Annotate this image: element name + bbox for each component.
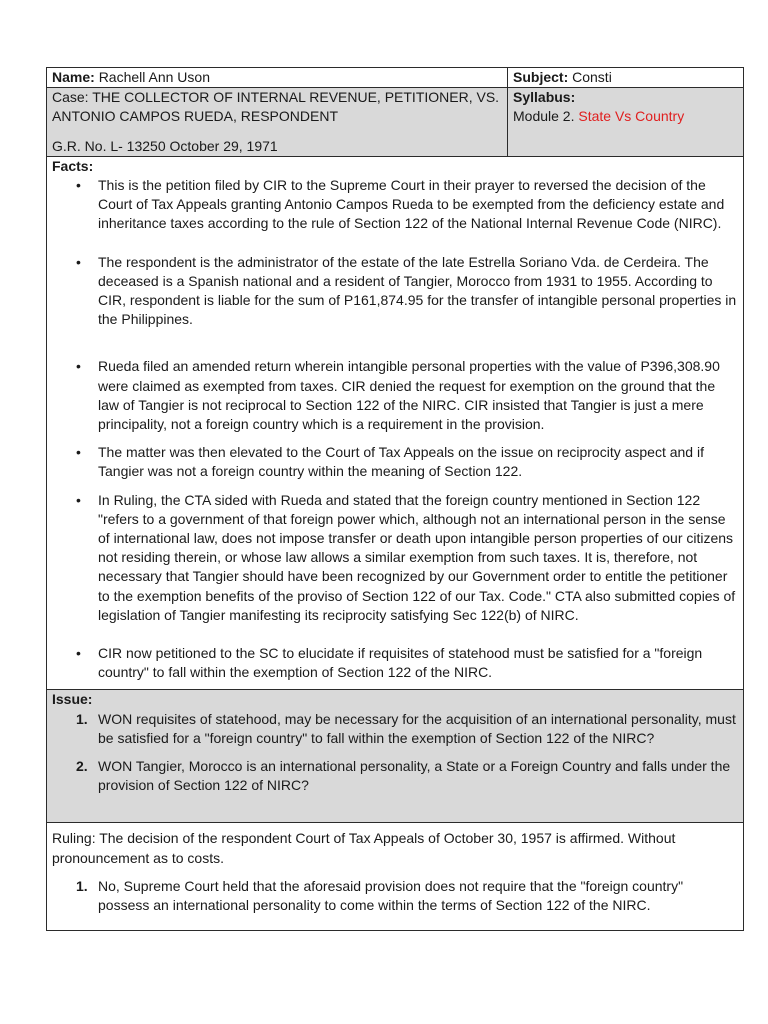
subject-value: Consti — [572, 69, 612, 85]
facts-row — [47, 156, 744, 690]
ruling-list — [52, 877, 738, 915]
ruling-cell — [47, 823, 744, 931]
subject-cell — [508, 68, 744, 88]
gr-number: G.R. No. L- 13250 October 29, 1971 — [52, 137, 278, 154]
syllabus-module: Module 2. — [513, 108, 575, 125]
case-digest-table — [46, 67, 744, 931]
name-label: Name: — [52, 69, 95, 85]
case-cell — [47, 88, 508, 157]
issue-list — [52, 710, 738, 796]
list-item: • This is the petition filed by CIR to the Supreme Court in their prayer to reversed the decision of the Court of Tax Appeals granting Antonio Campos Rueda to be exempted from the deficiency estate and inheritance taxes according to the rule of Section 122 of the National Internal Revenue Code (NIRC). — [98, 176, 738, 234]
issue-label: Issue: — [52, 691, 93, 708]
ruling-row — [47, 823, 744, 931]
item-number: 1. — [76, 877, 88, 894]
list-item: • The matter was then elevated to the Court of Tax Appeals on the issue on reciprocity aspect and if Tangier was not a foreign country within the meaning of Section 122. — [98, 443, 738, 481]
list-item: • In Ruling, the CTA sided with Rueda and stated that the foreign country mentioned in Section 122 "refers to a government of that foreign power which, although not an international person in the sense of international law, does not impose transfer or death upon intangible person properties of our citizens not residing therein, or whose law allows a similar exemption from such taxes. It is, therefore, not necessary that Tangier should have been recognized by our Government order to entitle the petitioner to the exemption benefits of the proviso of Section 122 of our Tax. Code." CTA also submitted copies of legislation of Tangier manifesting its reciprocity satisfying Sec 122(b) of NIRC. — [98, 491, 738, 625]
facts-label: Facts: — [52, 157, 94, 174]
list-item: 2. WON Tangier, Morocco is an international personality, a State or a Foreign Country and falls under the provision of Section 122 of NIRC? — [76, 758, 731, 794]
list-item: 1. No, Supreme Court held that the aforesaid provision does not require that the "foreign country" possess an international personality to come within the terms of Section 122 of the NIRC. — [76, 877, 684, 914]
case-syllabus-row — [47, 88, 744, 157]
name-cell — [47, 68, 508, 88]
syllabus-topic: State Vs Country — [578, 108, 685, 125]
student-name: Rachell Ann Uson — [98, 69, 210, 85]
list-item: 1. WON requisites of statehood, may be necessary for the acquisition of an international personality, must be satisfied for a "foreign country" to fall within the exemption of Section 122 of the NIRC? — [76, 710, 736, 746]
facts-cell — [47, 156, 744, 690]
syllabus-label: Syllabus: — [513, 89, 576, 106]
issue-row — [47, 690, 744, 823]
item-number: 2. — [76, 758, 88, 775]
list-item: • The respondent is the administrator of the estate of the late Estrella Soriano Vda. de Cerdeira. The deceased is a Spanish national and a resident of Tangier, Morocco from 1931 to 1955. According to CIR, respondent is liable for the sum of P161,874.95 for the transfer of intangible personal properties in the Philippines. — [98, 253, 738, 330]
name-subject-row — [47, 68, 744, 88]
case-digest-sheet — [46, 67, 737, 931]
case-title: Case: THE COLLECTOR OF INTERNAL REVENUE, PETITIONER, VS. ANTONIO CAMPOS RUEDA, RESPONDENT — [52, 89, 500, 125]
list-item: • Rueda filed an amended return wherein intangible personal properties with the value of P396,308.90 were claimed as exempted from taxes. CIR denied the request for exemption on the ground that the law of Tangier is not reciprocal to Section 122 of the NIRC. CIR insisted that Tangier is just a mere principality, not a foreign country which is a requirement in the provision. — [98, 357, 738, 434]
list-item: • CIR now petitioned to the SC to elucidate if requisites of statehood must be satisfied for a "foreign country" to fall within the exemption of Section 122 of the NIRC. — [98, 644, 738, 682]
subject-label: Subject: — [513, 69, 569, 85]
syllabus-cell — [508, 88, 744, 157]
facts-list — [52, 176, 738, 682]
ruling-text: Ruling: The decision of the respondent Court of Tax Appeals of October 30, 1957 is affirmed. Without pronouncement as to costs. — [52, 830, 676, 866]
item-number: 1. — [76, 710, 88, 727]
issue-cell — [47, 690, 744, 823]
ruling-body — [52, 823, 738, 929]
